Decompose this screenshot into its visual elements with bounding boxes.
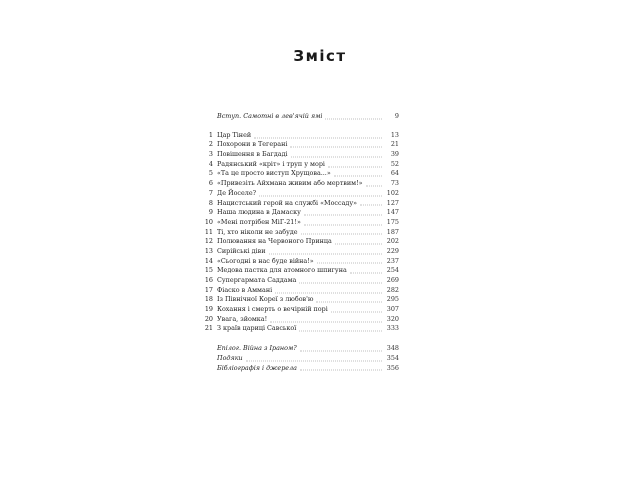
toc-chapter-row [203, 228, 399, 238]
chapter-number: 2 [208, 140, 213, 149]
toc-chapter-row [203, 295, 399, 305]
toc-page-number: 13 [390, 130, 399, 139]
back-matter-list [203, 344, 399, 373]
dot-leader [301, 233, 382, 235]
toc-page-number: 73 [390, 179, 399, 188]
chapter-number: 8 [208, 198, 213, 207]
toc-page-number: 320 [386, 314, 399, 323]
toc-page-number: 147 [386, 208, 399, 217]
dot-leader [259, 194, 382, 196]
toc-chapter-row [203, 179, 399, 189]
toc-page-number: 64 [390, 169, 399, 178]
chapter-number: 3 [208, 150, 213, 159]
toc-page-number: 9 [394, 112, 399, 120]
dot-leader [304, 214, 382, 216]
toc-entry-label: «Та це просто виступ Хрущова...» [217, 169, 331, 178]
dot-leader [269, 252, 382, 254]
toc-back-matter-row [203, 364, 399, 374]
page-title: Зміст [293, 47, 347, 65]
toc-chapter-row [203, 324, 399, 334]
toc-entry-label: Ті, хто ніколи не забуде [217, 227, 298, 236]
toc-chapter-row [203, 305, 399, 315]
toc-page-number: 187 [386, 227, 399, 236]
toc-chapter-row [203, 276, 399, 286]
chapter-number: 6 [208, 179, 213, 188]
toc-chapter-row [203, 315, 399, 325]
toc-page-number: 254 [386, 266, 399, 275]
dot-leader [334, 175, 382, 177]
toc-entry-label: Кохання і смерть о вечірній порі [217, 305, 328, 314]
dot-leader [304, 223, 382, 225]
toc-entry-label: «Мені потрібен МіГ-21!» [217, 217, 301, 226]
dot-leader [328, 165, 382, 167]
toc-entry-label: Подяки [217, 353, 243, 362]
toc-entry-label: Наша людина в Дамаску [217, 208, 301, 217]
toc-entry-label: Полювання на Червоного Принца [217, 237, 332, 246]
dot-leader [360, 204, 382, 206]
toc-entry-label: Бібліографія і джерела [217, 363, 297, 372]
toc-entry-label: З країв цариці Савської [217, 324, 297, 333]
toc-entry-label: «Сьогодні в нас буде війна!» [217, 256, 314, 265]
dot-leader [246, 359, 382, 361]
dot-leader [299, 281, 382, 283]
toc-entry-label: Епілог. Війна з Іраном? [217, 344, 297, 353]
dot-leader [350, 272, 382, 274]
toc-entry-label: Нацистський герой на службі «Моссаду» [217, 198, 358, 207]
dot-leader [316, 301, 382, 303]
chapter-number: 20 [204, 314, 213, 323]
toc-entry-label: Супергармата Саддама [217, 276, 297, 284]
dot-leader [331, 310, 382, 312]
toc-back-matter-row [203, 354, 399, 364]
toc-chapter-row [203, 160, 399, 170]
toc-back-matter-row [203, 344, 399, 354]
chapter-number: 7 [208, 188, 213, 197]
chapter-number: 13 [204, 246, 213, 255]
dot-leader [335, 243, 382, 245]
dot-leader [300, 369, 382, 371]
toc-entry-label: Сирійські діви [217, 246, 266, 255]
toc-entry-label: Радянський «кріт» і труп у морі [217, 159, 325, 168]
dot-leader [366, 184, 382, 186]
dot-leader [270, 320, 382, 322]
dot-leader [290, 146, 382, 148]
toc-page-number: 307 [386, 305, 399, 314]
chapter-number: 19 [204, 305, 213, 314]
toc-page-number: 39 [390, 150, 399, 159]
toc-chapter-row [203, 189, 399, 199]
toc-chapter-row [203, 218, 399, 228]
toc-chapter-row [203, 150, 399, 160]
dot-leader [299, 330, 382, 332]
chapter-number: 14 [204, 256, 213, 265]
toc-page-number: 269 [386, 276, 399, 284]
chapter-number: 4 [208, 159, 213, 168]
toc-page-number: 52 [390, 159, 399, 168]
dot-leader [300, 349, 382, 351]
toc-page-number: 237 [386, 256, 399, 265]
dot-leader [254, 136, 382, 138]
chapter-number: 9 [208, 208, 213, 217]
toc-chapter-row [203, 199, 399, 209]
dot-leader [275, 291, 382, 293]
toc-entry-label: Похорони в Тегерані [217, 140, 288, 149]
toc-chapter-row [203, 247, 399, 257]
toc-chapter-row [203, 169, 399, 179]
toc-chapter-row [203, 208, 399, 218]
toc-entry-label: Медова пастка для атомного шпигуна [217, 266, 347, 275]
toc-page-number: 21 [390, 140, 399, 149]
toc-entry-label: «Привезіть Айхмана живим або мертвим!» [217, 179, 363, 188]
toc-page-number: 354 [386, 353, 399, 362]
toc-entry-label: Повішення в Багдаді [217, 150, 288, 159]
table-of-contents [203, 112, 399, 373]
toc-page-number: 127 [386, 198, 399, 207]
toc-chapter-row [203, 237, 399, 247]
toc-page-number: 175 [386, 217, 399, 226]
dot-leader [325, 117, 382, 119]
toc-page-number: 282 [386, 285, 399, 294]
toc-intro [203, 112, 399, 122]
toc-entry-label: Цар Тіней [217, 130, 252, 139]
toc-page-number: 356 [386, 363, 399, 372]
toc-chapter-row [203, 257, 399, 267]
toc-page-number: 229 [386, 246, 399, 255]
toc-entry-label: Вступ. Самотні в лев'ячій ямі [217, 112, 323, 120]
toc-entry-label: Увага, зйомка! [217, 314, 268, 323]
toc-page-number: 202 [386, 237, 399, 246]
toc-page-number: 333 [386, 324, 399, 333]
chapter-number: 17 [204, 285, 213, 294]
chapter-list [203, 131, 399, 334]
chapter-number: 21 [204, 324, 213, 333]
toc-page-number: 348 [386, 344, 399, 353]
dot-leader [317, 262, 382, 264]
chapter-number: 15 [204, 266, 213, 275]
chapter-number: 12 [204, 237, 213, 246]
toc-page-number: 295 [386, 295, 399, 304]
chapter-number: 16 [204, 276, 213, 284]
toc-entry-label: Фіаско в Аммані [217, 285, 273, 294]
chapter-number: 11 [204, 227, 213, 236]
chapter-number: 1 [208, 130, 213, 139]
dot-leader [291, 155, 382, 157]
chapter-number: 18 [204, 295, 213, 304]
chapter-number: 5 [208, 169, 213, 178]
toc-entry-label: Де Йоселе? [217, 188, 257, 197]
toc-entry-label: Із Північної Кореї з любов'ю [217, 295, 314, 304]
toc-page-number: 102 [386, 188, 399, 197]
toc-chapter-row [203, 266, 399, 276]
toc-chapter-row [203, 286, 399, 296]
toc-chapter-row [203, 140, 399, 150]
toc-chapter-row [203, 131, 399, 141]
chapter-number: 10 [204, 217, 213, 226]
